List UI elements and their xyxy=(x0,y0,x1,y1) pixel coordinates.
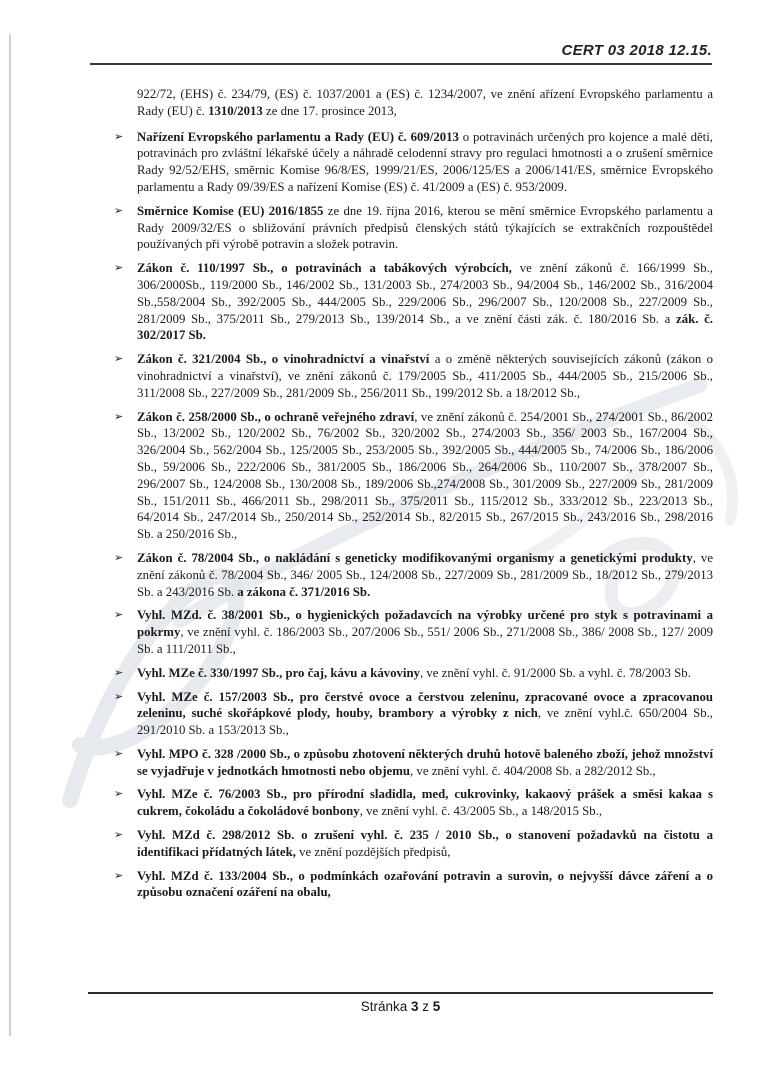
page-number-prefix: Stránka xyxy=(360,999,408,1014)
regular-text: ze dne 19. října 2016, kterou se mění směrnice Evropského parlamentu a Rady 2009/32/ES o sbližování právních předpisů členských států týkajících se extrakčních rozpouštědel používaných při výrobě potravin a složek potravin. xyxy=(137,203,713,252)
list-item-text xyxy=(137,352,713,400)
bold-text: 1310/2013 xyxy=(208,103,263,118)
bold-text: zák. č. 302/2017 Sb. xyxy=(137,311,713,343)
list-item-text xyxy=(137,608,713,656)
page-footer xyxy=(88,992,713,1014)
bold-text: Zákon č. 78/2004 Sb., o nakládání s geneticky modifikovanými organismy a genetickými produkty xyxy=(137,550,693,565)
page-number-total: 5 xyxy=(432,999,441,1014)
regular-text: , ve znění vyhl. č. 404/2008 Sb. a 282/2012 Sb., xyxy=(410,763,656,778)
regular-text: , ve znění vyhl.č. 650/2004 Sb., 291/2010 Sb. a 153/2013 Sb., xyxy=(137,706,713,738)
arrow-bullet-icon: ➢ xyxy=(114,352,124,366)
list-item-text xyxy=(137,204,713,252)
bold-text: Vyhl. MZd. č. 38/2001 Sb., o hygienických požadavcích na výrobky určené pro styk s potravinami a pokrmy xyxy=(137,608,713,640)
bold-text: a zákona č. 371/2016 Sb. xyxy=(237,584,371,599)
list-item-text xyxy=(137,410,713,542)
page-header xyxy=(90,42,712,65)
bold-text: Směrnice Komise (EU) 2016/1855 xyxy=(137,203,324,218)
arrow-bullet-icon: ➢ xyxy=(114,409,124,423)
list-item xyxy=(114,868,713,902)
bold-text: Vyhl. MPO č. 328 /2000 Sb., o způsobu zhotovení některých druhů hotově baleného zboží, jehož množství se vyjadřuje v jednotkách hmotnosti nebo objemu xyxy=(137,746,713,778)
bold-text: Zákon č. 110/1997 Sb., o potravinách a tabákových výrobcích, xyxy=(137,261,512,276)
regular-text: 922/72, (EHS) č. 234/79, (ES) č. 1037/2001 a (ES) č. 1234/2007, ve znění ařízení Evropského parlamentu a Rady (EU) č. xyxy=(137,87,713,118)
regular-text: , ve znění vyhl. č. 43/2005 Sb., a 148/2015 Sb., xyxy=(359,804,603,819)
header-reference: CERT 03 2018 12.15. xyxy=(561,42,712,59)
page-number xyxy=(88,999,713,1014)
list-item xyxy=(114,786,713,820)
regular-text: , ve znění zákonů č. 78/2004 Sb., 346/ 2005 Sb., 124/2008 Sb., 227/2009 Sb., 281/2009 Sb., 18/2012 Sb., 279/2013 Sb. a 243/2016 Sb. xyxy=(137,550,713,599)
bold-text: Vyhl. MZd č. 298/2012 Sb. o zrušení vyhl. č. 235 / 2010 Sb., o stanovení požadavků na čistotu a identifikaci přídatných látek, xyxy=(137,828,713,859)
bold-text: Zákon č. 321/2004 Sb., o vinohradnictví a vinařství xyxy=(137,352,430,367)
list-item-text xyxy=(137,261,713,342)
arrow-bullet-icon: ➢ xyxy=(114,608,124,622)
header-rule xyxy=(90,63,712,65)
list-item-text xyxy=(137,869,713,900)
regular-text: , ve znění vyhl. č. 91/2000 Sb. a vyhl. č. 78/2003 Sb. xyxy=(420,665,691,680)
intro-paragraph xyxy=(137,86,713,120)
scanned-page-edge xyxy=(9,34,11,1036)
arrow-bullet-icon: ➢ xyxy=(114,868,124,882)
bold-text: Vyhl. MZe č. 157/2003 Sb., pro čerstvé ovoce a čerstvou zeleninu, zpracované ovoce a zpracovanou zeleninu, suché skořápkové plody, houby, brambory a výrobky z nich xyxy=(137,689,713,721)
list-item xyxy=(114,129,713,196)
regular-text: a o změně některých souvisejících zákonů (zákon o vinohradnictví a vinařství), ve znění zákonů č. 179/2005 Sb., 411/2005 Sb., 444/2005 Sb., 215/2006 Sb., 311/2008 Sb., 227/2009 Sb., 281/2009 Sb., 256/2011 Sb., 199/2012 Sb. a 18/2012 Sb., xyxy=(137,352,714,400)
list-item xyxy=(114,203,713,253)
list-item xyxy=(114,746,713,780)
list-item-text xyxy=(137,787,713,818)
list-item-text xyxy=(137,828,713,859)
bold-text: Vyhl. MZd č. 133/2004 Sb., o podmínkách ozařování potravin a surovin, o nejvyšší dávce záření a o způsobu označení ozáření na obalu, xyxy=(137,868,713,900)
list-item xyxy=(114,827,713,861)
bold-text: Vyhl. MZe č. 330/1997 Sb., pro čaj, kávu a kávoviny xyxy=(137,665,420,680)
list-item-text xyxy=(137,747,713,778)
footer-rule xyxy=(88,992,713,994)
regular-text: , ve znění zákonů č. 254/2001 Sb., 274/2001 Sb., 86/2002 Sb., 13/2002 Sb., 120/2002 Sb., 76/2002 Sb., 320/2002 Sb., 274/2003 Sb., 356/ 2003 Sb., 167/2004 Sb., 326/2004 Sb., 562/2004 Sb., 125/2005 Sb., 253/2005 Sb., 392/2005 Sb., 444/2005 Sb., 74/2006 Sb., 186/2006 Sb., 59/2006 Sb., 222/2006 Sb., 381/2005 Sb., 186/2006 Sb., 264/2006 Sb., 110/2007 Sb., 378/2007 Sb., 296/2007 Sb., 124/2008 Sb., 130/2008 Sb., 189/2006 Sb.,274/2008 Sb., 301/2009 Sb., 227/2009 Sb., 281/2009 Sb., 151/2011 Sb., 466/2011 Sb., 298/2011 Sb., 375/2011 Sb., 115/2012 Sb., 333/2012 Sb., 223/2013 Sb., 64/2014 Sb., 247/2014 Sb., 250/2014 Sb., 252/2014 Sb., 82/2015 Sb., 267/2015 Sb., 243/2016 Sb., 298/2016 Sb. a 250/2016 Sb., xyxy=(137,409,713,542)
arrow-bullet-icon: ➢ xyxy=(114,828,124,842)
list-item-text xyxy=(137,130,713,194)
regular-text: ve znění zákonů č. 166/1999 Sb., 306/2000Sb., 119/2000 Sb., 146/2002 Sb., 131/2003 Sb., 274/2003 Sb., 94/2004 Sb., 146/2002 Sb., 316/2004 Sb.,558/2004 Sb., 392/2005 Sb., 444/2005 Sb., 229/2006 Sb., 296/2007 Sb., 120/2008 Sb., 227/2009 Sb., 281/2009 Sb., 375/2011 Sb., 279/2013 Sb., 139/2014 Sb., a ve znění části zák. č. 180/2016 Sb. a xyxy=(137,261,713,326)
list-item xyxy=(114,260,713,344)
arrow-bullet-icon: ➢ xyxy=(114,550,124,564)
list-item xyxy=(114,409,713,543)
arrow-bullet-icon: ➢ xyxy=(114,665,124,679)
page-number-current: 3 xyxy=(410,999,419,1014)
list-item xyxy=(114,607,713,657)
regular-text: , ve znění vyhl. č. 186/2003 Sb., 207/2006 Sb., 551/ 2006 Sb., 271/2008 Sb., 386/ 2008 Sb., 127/ 2009 Sb. a 111/2011 Sb., xyxy=(137,625,713,656)
page-number-separator: z xyxy=(422,999,430,1014)
bullet-list xyxy=(114,129,714,902)
list-item xyxy=(114,351,714,401)
list-item xyxy=(114,665,713,682)
arrow-bullet-icon: ➢ xyxy=(114,787,124,801)
arrow-bullet-icon: ➢ xyxy=(114,689,124,703)
arrow-bullet-icon: ➢ xyxy=(114,203,124,217)
regular-text: ze dne 17. prosince 2013, xyxy=(262,103,397,118)
bold-text: Vyhl. MZe č. 76/2003 Sb., pro přírodní sladidla, med, cukrovinky, kakaový prášek a směsi kakaa s cukrem, čokoládu a čokoládové bonbony xyxy=(137,787,713,819)
bold-text: Zákon č. 258/2000 Sb., o ochraně veřejného zdraví xyxy=(137,409,415,424)
list-item-text xyxy=(137,666,691,680)
list-item xyxy=(114,689,713,739)
document-body xyxy=(114,86,714,908)
list-item-text xyxy=(137,551,713,599)
list-item-text xyxy=(137,690,713,738)
regular-text: ve znění pozdějších předpisů, xyxy=(295,844,451,859)
arrow-bullet-icon: ➢ xyxy=(114,261,124,275)
arrow-bullet-icon: ➢ xyxy=(114,746,124,760)
list-item xyxy=(114,550,713,600)
regular-text: o potravinách určených pro kojence a malé děti, potravinách pro zvláštní lékařské účely a náhradě celodenní stravy pro regulaci hmotnosti a o zrušení směrnice Rady 92/52/EHS, směrnic Komise 96/8/ES, 1999/21/ES, 2006/125/ES a 2006/141/ES, směrnice Evropského parlamentu a Rady 09/39/ES a nařízení Komise (ES) č. 41/2009 a (ES) č. 953/2009. xyxy=(137,129,713,194)
arrow-bullet-icon: ➢ xyxy=(114,129,124,143)
bold-text: Nařízení Evropského parlamentu a Rady (EU) č. 609/2013 xyxy=(137,129,459,144)
